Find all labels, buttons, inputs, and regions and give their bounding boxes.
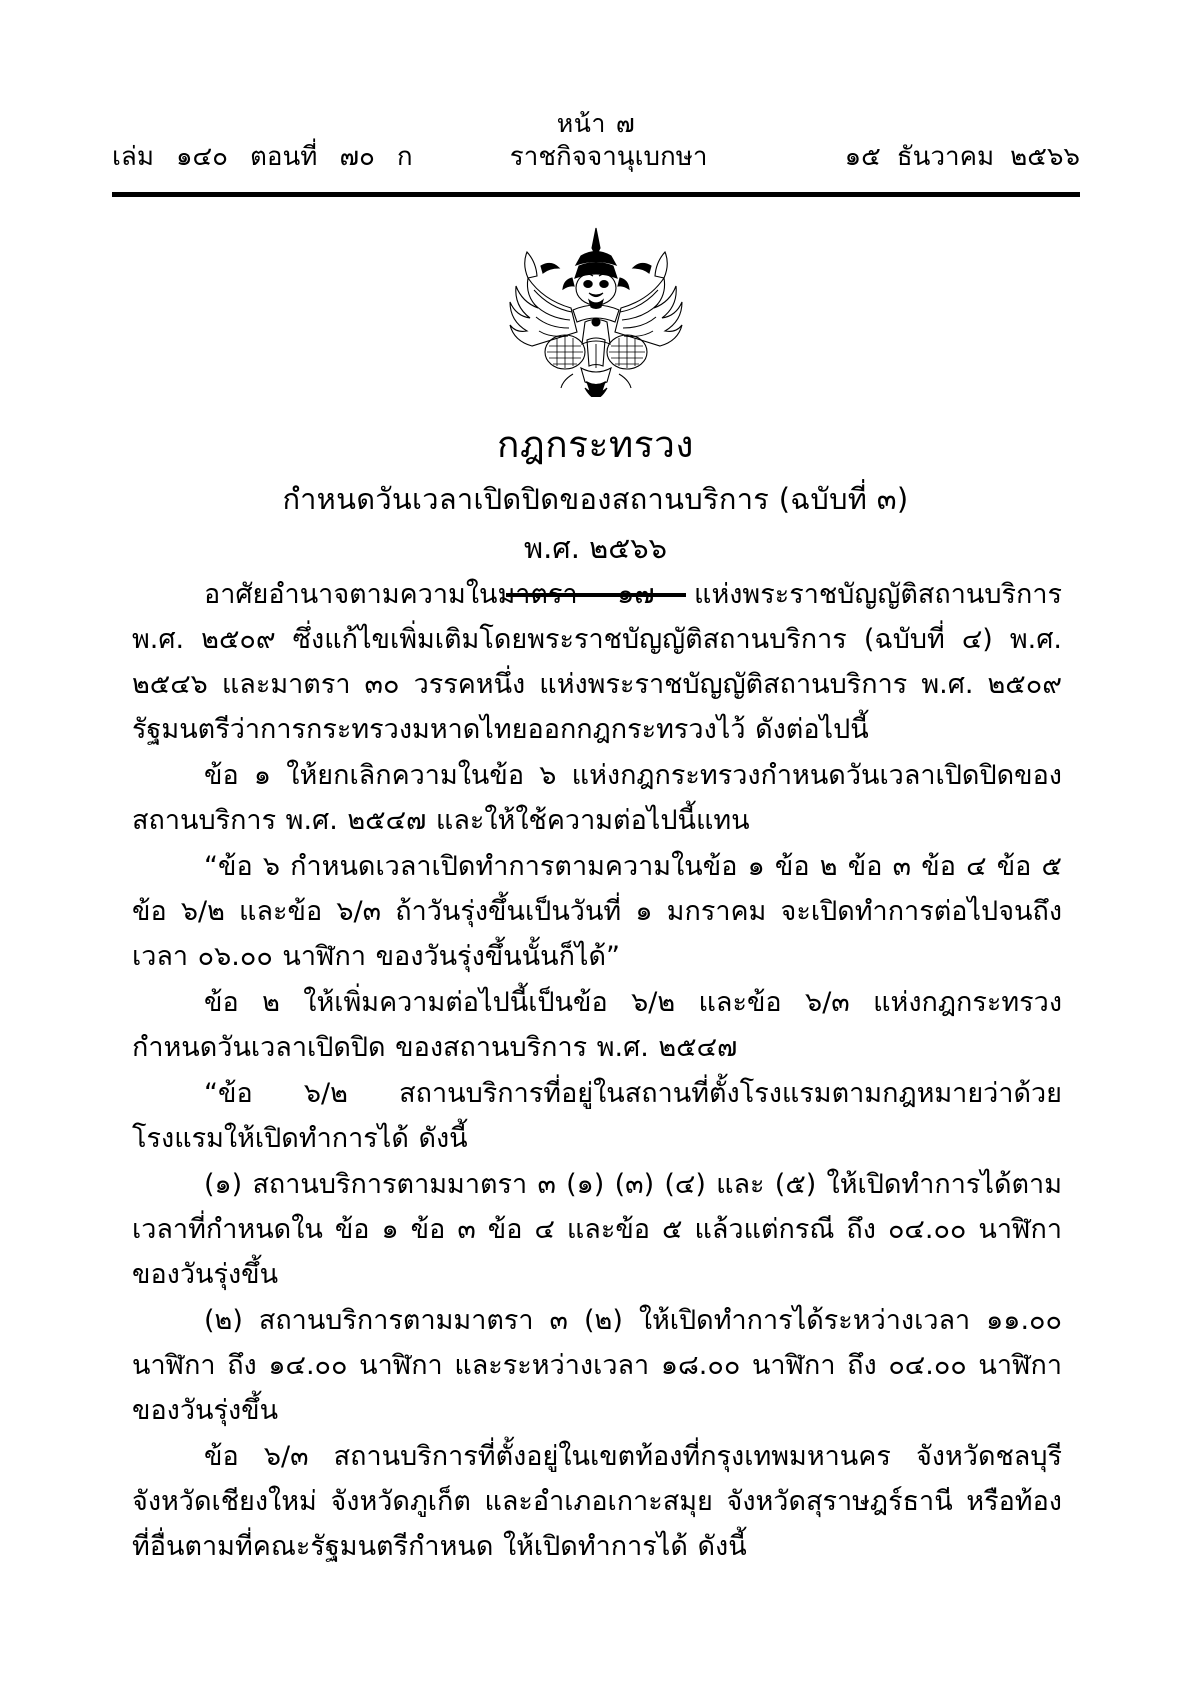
section-letter: ก bbox=[396, 142, 413, 173]
paragraph-preamble: อาศัยอำนาจตามความในมาตรา ๑๗ แห่งพระราชบัญญัติสถานบริการ พ.ศ. ๒๕๐๙ ซึ่งแก้ไขเพิ่มเติมโดยพระราชบัญญัติสถานบริการ (ฉบับที่ ๔) พ.ศ. ๒๕๔๖ และมาตรา ๓๐ วรรคหนึ่ง แห่งพระราชบัญญัติสถานบริการ พ.ศ. ๒๕๐๙ รัฐมนตรีว่าการกระทรวงมหาดไทยออกกฎกระทรวงไว้ ดังต่อไปนี้ bbox=[132, 579, 1062, 745]
paragraph-quoted-clause-6: “ข้อ ๖ กำหนดเวลาเปิดทำการตามความในข้อ ๑ ข้อ ๒ ข้อ ๓ ข้อ ๔ ข้อ ๕ ข้อ ๖/๒ และข้อ ๖/๓ ถ้าวันรุ่งขึ้นเป็นวันที่ ๑ มกราคม จะเปิดทำการต่อไปจนถึงเวลา ๐๖.๐๐ นาฬิกา ของวันรุ่งขึ้นนั้นก็ได้” bbox=[132, 851, 1062, 972]
volume-label: เล่ม bbox=[112, 142, 154, 173]
page-label: หน้า bbox=[556, 109, 606, 138]
paragraph-subclause-1: (๑) สถานบริการตามมาตรา ๓ (๑) (๓) (๔) และ (๕) ให้เปิดทำการได้ตามเวลาที่กำหนดใน ข้อ ๑ ข้อ ๓ ข้อ ๔ และข้อ ๕ แล้วแต่กรณี ถึง ๐๔.๐๐ นาฬิกา ของวันรุ่งขึ้น bbox=[132, 1169, 1062, 1290]
issue-label: ตอนที่ bbox=[250, 142, 318, 173]
title-block bbox=[0, 418, 1191, 597]
date-year: ๒๕๖๖ bbox=[1010, 142, 1080, 173]
masthead-divider bbox=[112, 192, 1080, 197]
document-year: พ.ศ. ๒๕๖๖ bbox=[523, 531, 668, 566]
document-body bbox=[132, 572, 1062, 1570]
garuda-emblem bbox=[501, 222, 691, 397]
emblem-container bbox=[0, 222, 1191, 401]
paragraph-clause-2: ข้อ ๒ ให้เพิ่มความต่อไปนี้เป็นข้อ ๖/๒ และข้อ ๖/๓ แห่งกฎกระทรวงกำหนดวันเวลาเปิดปิด ของสถานบริการ พ.ศ. ๒๕๔๗ bbox=[132, 987, 1062, 1063]
document-subtitle: กำหนดวันเวลาเปิดปิดของสถานบริการ (ฉบับที่ ๓) bbox=[282, 481, 909, 516]
date-month: ธันวาคม bbox=[896, 142, 995, 173]
paragraph-clause-1: ข้อ ๑ ให้ยกเลิกความในข้อ ๖ แห่งกฎกระทรวงกำหนดวันเวลาเปิดปิดของสถานบริการ พ.ศ. ๒๕๔๗ และให้ใช้ความต่อไปนี้แทน bbox=[132, 760, 1062, 836]
masthead-volume-group bbox=[112, 141, 413, 175]
page-number-line bbox=[112, 108, 1080, 139]
issue-number: ๗๐ bbox=[339, 142, 375, 173]
paragraph-quoted-clause-6-2: “ข้อ ๖/๒ สถานบริการที่อยู่ในสถานที่ตั้งโรงแรมตามกฎหมายว่าด้วยโรงแรมให้เปิดทำการได้ ดังนี้ bbox=[132, 1078, 1062, 1154]
volume-number: ๑๔๐ bbox=[175, 142, 229, 173]
page-number: ๗ bbox=[615, 109, 636, 138]
date-day: ๑๕ bbox=[844, 142, 881, 173]
masthead-date-group bbox=[845, 141, 1080, 175]
gazette-name: ราชกิจจานุเบกษา bbox=[509, 142, 708, 173]
page-title: กฎกระทรวง bbox=[497, 423, 694, 466]
paragraph-subclause-2: (๒) สถานบริการตามมาตรา ๓ (๒) ให้เปิดทำการได้ระหว่างเวลา ๑๑.๐๐ นาฬิกา ถึง ๑๔.๐๐ นาฬิกา และระหว่างเวลา ๑๘.๐๐ นาฬิกา ถึง ๐๔.๐๐ นาฬิกา ของวันรุ่งขึ้น bbox=[132, 1305, 1062, 1426]
masthead bbox=[112, 108, 1080, 175]
masthead-row bbox=[112, 141, 1080, 175]
paragraph-clause-6-3: ข้อ ๖/๓ สถานบริการที่ตั้งอยู่ในเขตท้องที่กรุงเทพมหานคร จังหวัดชลบุรี จังหวัดเชียงใหม่ จังหวัดภูเก็ต และอำเภอเกาะสมุย จังหวัดสุราษฎร์ธานี หรือท้องที่อื่นตามที่คณะรัฐมนตรีกำหนด ให้เปิดทำการได้ ดังนี้ bbox=[132, 1441, 1062, 1562]
